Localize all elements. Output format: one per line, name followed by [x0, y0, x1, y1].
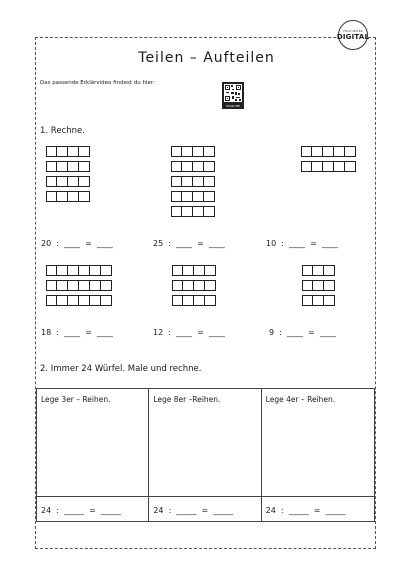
block-square [183, 265, 194, 276]
block-square [57, 280, 68, 291]
block-group [46, 265, 112, 310]
block-square [79, 265, 90, 276]
block-square [313, 280, 324, 291]
block-square [312, 146, 323, 157]
block-square [345, 146, 356, 157]
block-square [193, 176, 204, 187]
logo-top-text: FELIX MAYER [343, 29, 363, 33]
block-square [68, 295, 79, 306]
block-square [46, 146, 57, 157]
block-row [46, 265, 112, 276]
column-label: Lege 8er –Reihen. [153, 395, 221, 404]
block-square [68, 146, 79, 157]
block-square [182, 191, 193, 202]
block-square [46, 295, 57, 306]
block-square [205, 295, 216, 306]
block-square [334, 146, 345, 157]
block-group [301, 146, 356, 176]
block-square [194, 295, 205, 306]
block-square [101, 265, 112, 276]
block-square [194, 265, 205, 276]
block-square [68, 265, 79, 276]
block-square [57, 295, 68, 306]
block-row [302, 280, 335, 291]
brand-logo [338, 20, 368, 50]
equation-text: 24 : _____ = _____ [153, 506, 234, 515]
column-label: Lege 3er – Reihen. [41, 395, 111, 404]
block-square [171, 161, 182, 172]
block-square [204, 206, 215, 217]
block-square [302, 265, 313, 276]
block-square [324, 280, 335, 291]
block-group [302, 265, 335, 310]
block-square [79, 161, 90, 172]
block-square [171, 191, 182, 202]
block-square [302, 295, 313, 306]
block-square [79, 280, 90, 291]
equation-9: 9 : ____ = ____ [269, 328, 336, 337]
block-square [313, 265, 324, 276]
block-group [46, 146, 90, 206]
block-square [57, 146, 68, 157]
block-row [46, 280, 112, 291]
block-square [68, 191, 79, 202]
block-square [79, 176, 90, 187]
block-square [90, 280, 101, 291]
block-square [46, 280, 57, 291]
block-square [90, 265, 101, 276]
block-square [68, 161, 79, 172]
block-row [301, 146, 356, 157]
answer-cell-8er[interactable] [149, 496, 261, 522]
block-square [68, 176, 79, 187]
block-square [57, 176, 68, 187]
block-row [171, 191, 215, 202]
block-square [193, 161, 204, 172]
answer-cell-4er[interactable] [262, 496, 374, 522]
section-2-heading: 2. Immer 24 Würfel. Male und rechne. [40, 364, 202, 374]
block-square [334, 161, 345, 172]
block-square [301, 161, 312, 172]
equation-25: 25 : ____ = ____ [153, 239, 225, 248]
block-square [171, 146, 182, 157]
block-square [193, 206, 204, 217]
block-square [205, 265, 216, 276]
block-square [323, 161, 334, 172]
block-square [301, 146, 312, 157]
block-square [68, 280, 79, 291]
block-square [323, 146, 334, 157]
block-square [183, 295, 194, 306]
drawing-area-8er[interactable] [149, 389, 261, 496]
block-square [193, 191, 204, 202]
block-square [205, 280, 216, 291]
block-square [204, 191, 215, 202]
equation-text: 24 : _____ = _____ [41, 506, 121, 515]
block-square [172, 265, 183, 276]
drawing-table [36, 388, 375, 522]
block-square [46, 161, 57, 172]
block-square [57, 265, 68, 276]
block-square [194, 280, 205, 291]
qr-scan-label: SCAN ME [222, 103, 244, 109]
block-square [313, 295, 324, 306]
block-square [182, 176, 193, 187]
block-square [101, 280, 112, 291]
block-square [324, 265, 335, 276]
block-square [57, 161, 68, 172]
block-group [172, 265, 216, 310]
equation-text: 24 : _____ = _____ [265, 506, 346, 515]
block-square [172, 295, 183, 306]
block-row [172, 295, 216, 306]
block-row [302, 265, 335, 276]
block-row [172, 280, 216, 291]
section-1-heading: 1. Rechne. [40, 126, 85, 136]
block-square [204, 146, 215, 157]
block-square [171, 176, 182, 187]
block-group [171, 146, 215, 221]
block-row [46, 146, 90, 157]
block-square [46, 265, 57, 276]
block-row [171, 161, 215, 172]
block-row [46, 176, 90, 187]
equation-10: 10 : ____ = ____ [266, 239, 338, 248]
block-square [101, 295, 112, 306]
block-square [172, 280, 183, 291]
block-square [90, 295, 101, 306]
video-hint-text: Das passende Erklärvideo findest du hier: [40, 80, 155, 86]
block-square [345, 161, 356, 172]
block-square [183, 280, 194, 291]
block-square [182, 146, 193, 157]
block-square [204, 161, 215, 172]
block-square [46, 191, 57, 202]
page-title: Teilen – Aufteilen [138, 50, 275, 66]
answer-cell-3er[interactable] [37, 496, 149, 522]
block-row [302, 295, 335, 306]
drawing-area-4er[interactable] [262, 389, 374, 496]
block-square [79, 295, 90, 306]
block-square [46, 176, 57, 187]
block-row [301, 161, 356, 172]
drawing-area-3er[interactable] [37, 389, 149, 496]
block-square [204, 176, 215, 187]
block-square [79, 146, 90, 157]
block-square [302, 280, 313, 291]
block-row [171, 146, 215, 157]
block-square [182, 206, 193, 217]
block-square [193, 146, 204, 157]
block-square [57, 191, 68, 202]
equation-12: 12 : ____ = ____ [153, 328, 225, 337]
block-square [324, 295, 335, 306]
block-row [46, 161, 90, 172]
equation-18: 18 : ____ = ____ [41, 328, 113, 337]
equation-20: 20 : ____ = ____ [41, 239, 113, 248]
block-square [171, 206, 182, 217]
block-row [46, 191, 90, 202]
block-square [79, 191, 90, 202]
block-row [171, 176, 215, 187]
block-row [172, 265, 216, 276]
block-row [171, 206, 215, 217]
block-square [312, 161, 323, 172]
column-label: Lege 4er – Reihen. [265, 395, 336, 404]
block-square [182, 161, 193, 172]
block-row [46, 295, 112, 306]
logo-main-text: DIGITAL [336, 33, 370, 41]
